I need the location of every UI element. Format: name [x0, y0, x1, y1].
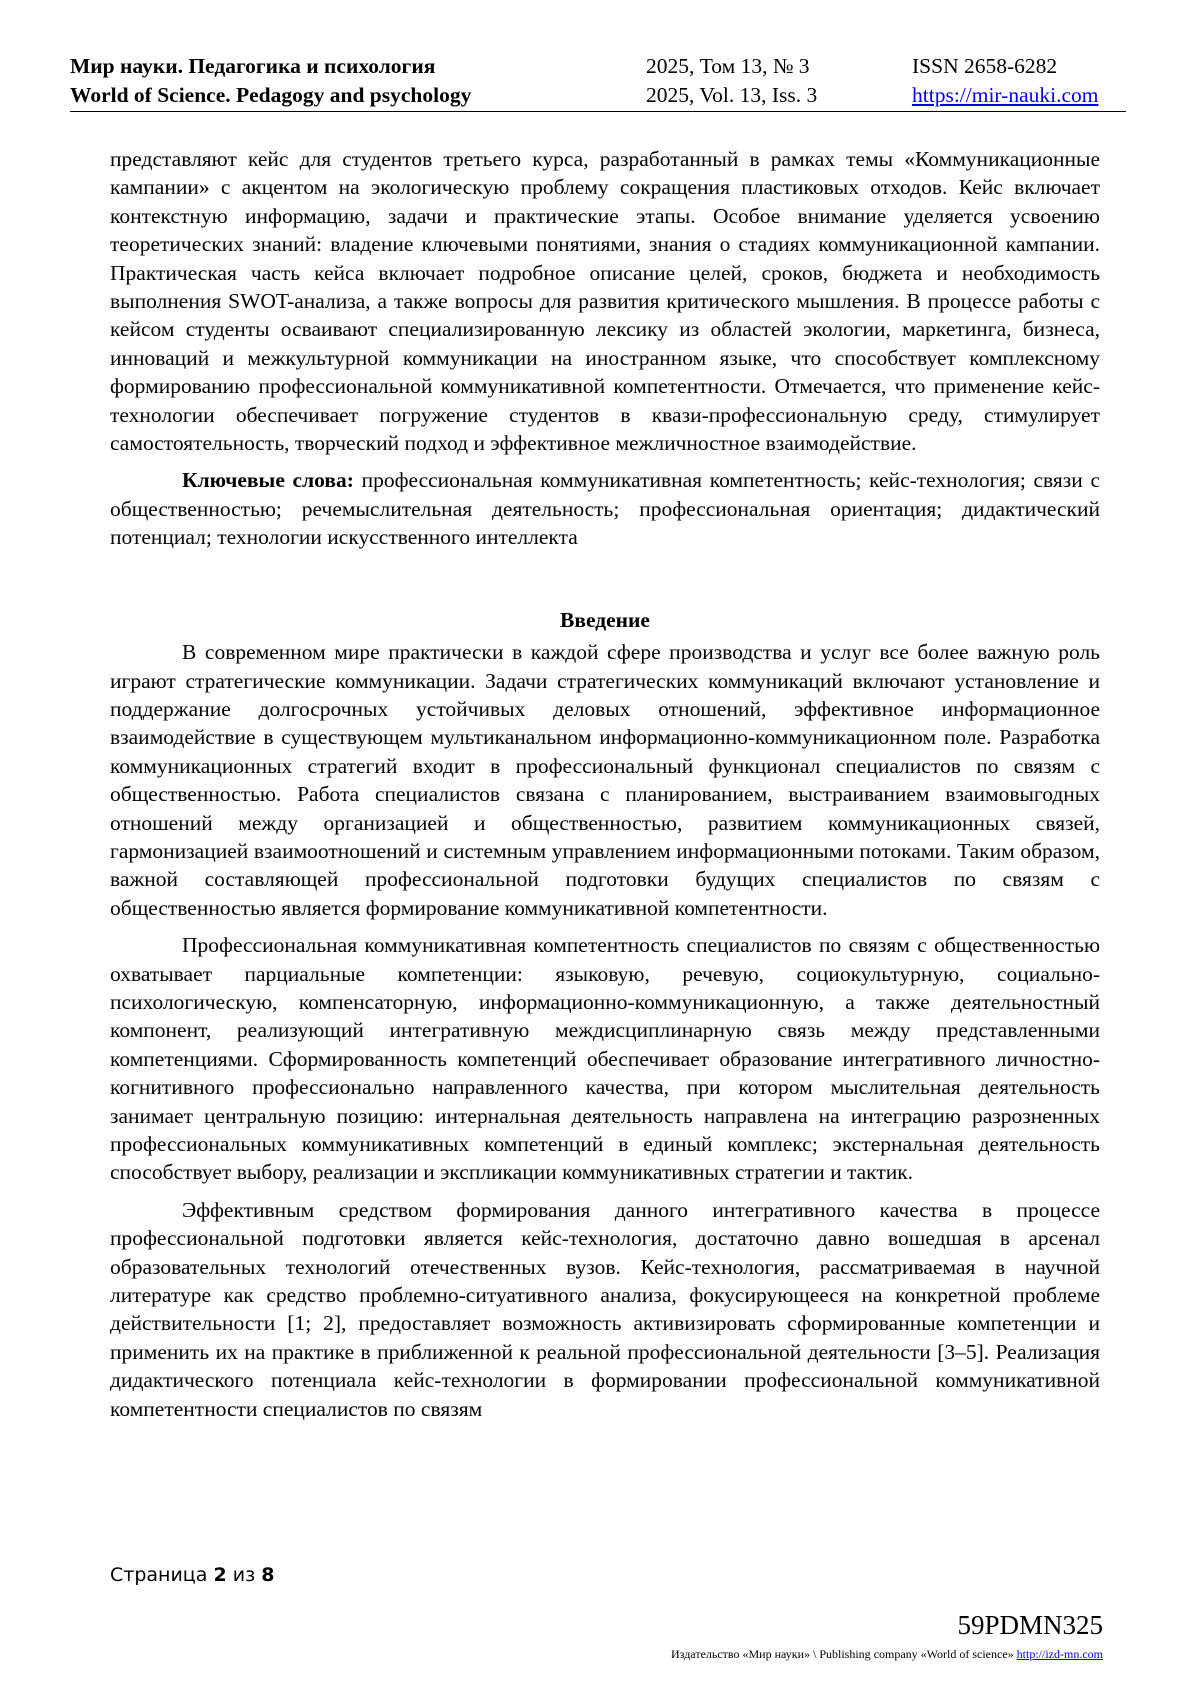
issue-en: 2025, Vol. 13, Iss. 3 — [646, 83, 818, 107]
article-body — [110, 145, 1100, 1423]
journal-title-ru: Мир науки. Педагогика и психология — [70, 54, 436, 78]
issn-number: ISSN 2658-6282 — [912, 54, 1058, 78]
keywords-label: Ключевые слова: — [182, 468, 354, 493]
keywords-paragraph — [110, 466, 1100, 551]
journal-title — [70, 52, 471, 110]
page-current: 2 — [213, 1564, 227, 1586]
header-divider — [70, 111, 1126, 112]
page-total: 8 — [261, 1564, 275, 1586]
intro-paragraph-3: Эффективным средством формирования данного интегративного качества в процессе профессиональной подготовки является кейс-технология, достаточно давно вошедшая в арсенал образовательных технологий отечественных вузов. Кейс-технология, рассматриваемая в научной литературе как средство проблемно-ситуативного анализа, фокусирующееся на конкретной проблеме действительности [1; 2], предоставляет возможность активизировать сформированные компетенции и применить их на практике в приближенной к реальной профессиональной деятельности [3–5]. Реализация дидактического потенциала кейс-технологии в формировании профессиональной коммуникативной компетентности специалистов по связям — [110, 1197, 1100, 1421]
publisher-link[interactable]: http://izd-mn.com — [1016, 1647, 1103, 1661]
page-header — [70, 52, 1126, 112]
journal-title-en: World of Science. Pedagogy and psychology — [70, 83, 472, 107]
issue-ru: 2025, Том 13, № 3 — [646, 54, 810, 78]
publisher-text: Издательство «Мир науки» \ Publishing company «World of science» — [671, 1647, 1014, 1661]
intro-paragraph-1: В современном мире практически в каждой сфере производства и услуг все более важную роль играют стратегические коммуникации. Задачи стратегических коммуникаций включают установление и поддержание долгосрочных устойчивых деловых отношений, эффективное информационное взаимодействие в существующем мультиканальном информационно-коммуникационном поле. Разработка коммуникационных стратегий входит в профессиональный функционал специалистов по связям с общественностью. Работа специалистов связана с планированием, выстраиванием взаимовыгодных отношений между организацией и общественностью, развитием коммуникационных связей, гармонизацией взаимоотношений и системным управлением информационными потоками. Таким образом, важной составляющей профессиональной подготовки будущих специалистов по связям с общественностью является формирование коммуникативной компетентности. — [110, 640, 1100, 920]
article-code: 59PDMN325 — [957, 1610, 1103, 1640]
section-title-introduction: Введение — [560, 607, 650, 632]
issn-block — [912, 52, 1098, 110]
publisher-line — [671, 1646, 1103, 1662]
keywords-text: профессиональная коммуникативная компетентность; кейс-технология; связи с общественностью; речемыслительная деятельность; профессиональная ориентация; дидактический потенциал; технологии искусственного интеллекта — [110, 468, 1100, 550]
page-number — [110, 1563, 274, 1587]
issue-info — [646, 52, 817, 110]
intro-paragraph-2: Профессиональная коммуникативная компетентность специалистов по связям с общественностью охватывает парциальные компетенции: языковую, речевую, социокультурную, социально-психологическую, компенсаторную, информационно-коммуникационную, а также деятельностный компонент, реализующий интегративную междисциплинарную связь между представленными компетенциями. Сформированность компетенций обеспечивает образование интегративного личностно-когнитивного профессионально направленного качества, при котором мыслительная деятельность занимает центральную позицию: интернальная деятельность направлена на интеграцию разрозненных профессиональных коммуникативных компетенций в единый комплекс; экстернальная деятельность способствует выбору, реализации и экспликации коммуникативных стратегии и тактик. — [110, 933, 1100, 1185]
abstract-paragraph: представляют кейс для студентов третьего курса, разработанный в рамках темы «Коммуникационные кампании» с акцентом на экологическую проблему сокращения пластиковых отходов. Кейс включает контекстную информацию, задачи и практические этапы. Особое внимание уделяется усвоению теоретических знаний: владение ключевыми понятиями, знания о стадиях коммуникационной кампании. Практическая часть кейса включает подробное описание целей, сроков, бюджета и необходимость выполнения SWOT-анализа, а также вопросы для развития критического мышления. В процессе работы с кейсом студенты осваивают специализированную лексику из областей экологии, маркетинга, бизнеса, инноваций и межкультурной коммуникации на иностранном языке, что способствует комплексному формированию профессиональной коммуникативной компетентности. Отмечается, что применение кейс-технологии обеспечивает погружение студентов в квази-профессиональную среду, стимулирует самостоятельность, творческий подход и эффективное межличностное взаимодействие. — [110, 147, 1100, 456]
page-of: из — [232, 1564, 256, 1586]
journal-site-link[interactable]: https://mir-nauki.com — [912, 83, 1099, 107]
page-label: Страница — [110, 1564, 208, 1586]
